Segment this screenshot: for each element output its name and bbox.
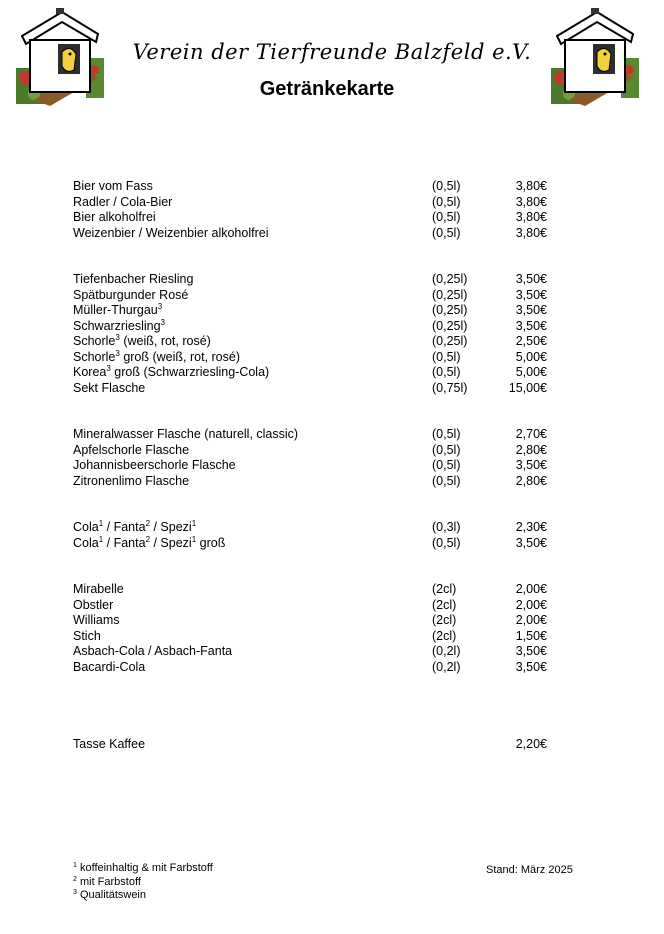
item-name: Cola$^1$ / Fanta$^2$ / Spezi$^1$ groß bbox=[73, 534, 226, 550]
footnote-marker: 3 bbox=[115, 348, 120, 358]
item-name: Schorle$^3$ (weiß, rot, rosé) bbox=[73, 333, 211, 348]
page-title: Getränkekarte bbox=[259, 78, 395, 100]
menu-item bbox=[73, 303, 593, 319]
item-name: Tiefenbacher Riesling bbox=[73, 272, 194, 286]
footnote-marker: 1 bbox=[191, 534, 197, 544]
menu-item bbox=[73, 458, 593, 474]
menu-group bbox=[73, 737, 593, 753]
menu-item bbox=[73, 660, 593, 676]
item-name: Schorle$^3$ groß (weiß, rot, rosé) bbox=[73, 348, 241, 364]
footnote-marker: 2 bbox=[145, 519, 151, 528]
item-size: (0,5l) bbox=[432, 427, 461, 441]
stand-date: Stand: März 2025 bbox=[486, 864, 573, 876]
item-name: Cola$^1$ / Fanta$^2$ / Spezi$^1$ bbox=[73, 519, 197, 534]
item-price: 5,00€ bbox=[515, 349, 547, 364]
footnote-line bbox=[73, 876, 213, 890]
menu-item bbox=[73, 179, 593, 195]
item-price: 3,50€ bbox=[515, 659, 547, 674]
item-name: Korea$^3$ groß (Schwarzriesling-Cola) bbox=[73, 364, 270, 379]
item-name: Mineralwasser Flasche (naturell, classic) bbox=[73, 427, 299, 441]
item-size: (0,5l) bbox=[432, 194, 461, 209]
item-name: Müller-Thurgau$^3$ bbox=[73, 302, 163, 317]
item-name: Zitronenlimo Flasche bbox=[73, 473, 190, 488]
item-size: (0,5l) bbox=[432, 535, 461, 550]
item-size: (0,5l) bbox=[432, 458, 461, 472]
item-size: (0,25l) bbox=[432, 334, 468, 348]
item-name: Johannisbeerschorle Flasche bbox=[73, 458, 236, 472]
item-name: Williams bbox=[73, 613, 120, 627]
footnote-marker: 1 bbox=[98, 519, 104, 528]
footnote-marker: 3 bbox=[157, 302, 163, 311]
item-size: (0,5l) bbox=[432, 349, 461, 364]
drinks-menu bbox=[73, 179, 593, 784]
item-price: 3,50€ bbox=[515, 318, 547, 333]
footnote-text: Qualitätswein bbox=[76, 889, 146, 901]
menu-item bbox=[73, 334, 593, 350]
item-size: (2cl) bbox=[432, 597, 457, 612]
item-size: (0,25l) bbox=[432, 318, 468, 333]
menu-item bbox=[73, 474, 593, 490]
menu-group bbox=[73, 520, 593, 551]
item-name: Spätburgunder Rosé bbox=[73, 287, 189, 302]
item-name: Mirabelle bbox=[73, 582, 124, 596]
menu-item bbox=[73, 319, 593, 335]
item-name: Schwarzriesling$^3$ bbox=[73, 317, 165, 333]
item-size: (0,3l) bbox=[432, 520, 461, 534]
item-name: Stich bbox=[73, 628, 101, 643]
menu-item bbox=[73, 443, 593, 459]
footnote-marker: 3 bbox=[73, 889, 77, 896]
footnote-text: mit Farbstoff bbox=[76, 875, 141, 888]
item-price: 2,00€ bbox=[515, 597, 547, 612]
item-size: (0,25l) bbox=[432, 272, 468, 286]
menu-item bbox=[73, 520, 593, 536]
footnote-marker: 2 bbox=[145, 534, 151, 544]
menu-item bbox=[73, 350, 593, 366]
footnote-marker: 3 bbox=[115, 333, 120, 342]
footnote-marker: 3 bbox=[106, 364, 111, 373]
item-name: Apfelschorle Flasche bbox=[73, 442, 190, 457]
item-price: 2,70€ bbox=[515, 427, 547, 441]
item-size: (2cl) bbox=[432, 613, 457, 627]
item-size: (0,25l) bbox=[432, 303, 468, 317]
item-price: 2,00€ bbox=[515, 582, 547, 596]
item-price: 3,80€ bbox=[515, 179, 547, 193]
item-price: 3,50€ bbox=[515, 535, 547, 550]
menu-group bbox=[73, 582, 593, 675]
item-size: (0,5l) bbox=[432, 473, 461, 488]
club-name: Verein der Tierfreunde Balzfeld e.V. bbox=[132, 40, 532, 64]
menu-item bbox=[73, 427, 593, 443]
item-name: Radler / Cola-Bier bbox=[73, 194, 173, 209]
item-price: 2,80€ bbox=[515, 442, 547, 457]
item-price: 2,50€ bbox=[515, 334, 547, 348]
item-size: (0,75l) bbox=[432, 380, 468, 395]
menu-item bbox=[73, 613, 593, 629]
menu-item bbox=[73, 737, 593, 753]
footnote-marker: 3 bbox=[160, 317, 165, 327]
item-name: Asbach-Cola / Asbach-Fanta bbox=[73, 644, 233, 658]
footnote-marker: 1 bbox=[191, 519, 197, 528]
item-size: (0,2l) bbox=[432, 644, 461, 658]
item-price: 2,20€ bbox=[515, 737, 547, 751]
item-name: Sekt Flasche bbox=[73, 380, 146, 395]
item-name: Obstler bbox=[73, 597, 114, 612]
item-size: (0,5l) bbox=[432, 179, 461, 193]
item-size: (0,2l) bbox=[432, 659, 461, 674]
menu-item bbox=[73, 365, 593, 381]
menu-item bbox=[73, 598, 593, 614]
menu-item bbox=[73, 210, 593, 226]
menu-group bbox=[73, 272, 593, 396]
menu-item bbox=[73, 226, 593, 242]
item-price: 2,80€ bbox=[515, 473, 547, 488]
item-size: (2cl) bbox=[432, 628, 457, 643]
item-name: Bier alkoholfrei bbox=[73, 210, 156, 224]
menu-group bbox=[73, 427, 593, 489]
item-price: 3,50€ bbox=[515, 272, 547, 286]
item-price: 5,00€ bbox=[515, 365, 547, 379]
item-size: (0,5l) bbox=[432, 365, 461, 379]
item-price: 3,50€ bbox=[515, 458, 547, 472]
item-price: 3,80€ bbox=[515, 225, 547, 240]
item-name: Weizenbier / Weizenbier alkoholfrei bbox=[73, 225, 269, 240]
menu-item bbox=[73, 536, 593, 552]
menu-item bbox=[73, 629, 593, 645]
item-price: 2,00€ bbox=[515, 613, 547, 627]
item-size: (2cl) bbox=[432, 582, 457, 596]
footnote-line bbox=[73, 889, 213, 903]
item-price: 2,30€ bbox=[515, 520, 547, 534]
menu-group bbox=[73, 179, 593, 241]
item-price: 3,50€ bbox=[515, 644, 547, 658]
item-name: Bacardi-Cola bbox=[73, 659, 146, 674]
item-name: Tasse Kaffee bbox=[73, 737, 146, 751]
menu-item bbox=[73, 195, 593, 211]
menu-item bbox=[73, 288, 593, 304]
footnote-marker: 2 bbox=[73, 875, 77, 883]
item-price: 3,50€ bbox=[515, 303, 547, 317]
menu-item bbox=[73, 381, 593, 397]
footnote-marker: 1 bbox=[73, 862, 77, 869]
item-size: (0,5l) bbox=[432, 442, 461, 457]
item-price: 3,80€ bbox=[515, 194, 547, 209]
item-size: (0,5l) bbox=[432, 225, 461, 240]
menu-item bbox=[73, 582, 593, 598]
item-size: (0,5l) bbox=[432, 210, 461, 224]
item-price: 1,50€ bbox=[515, 628, 547, 643]
footnotes bbox=[73, 862, 213, 903]
item-price: 15,00€ bbox=[508, 380, 547, 395]
item-price: 3,50€ bbox=[515, 287, 547, 302]
footnote-text: koffeinhaltig & mit Farbstoff bbox=[76, 862, 213, 874]
menu-item bbox=[73, 644, 593, 660]
item-price: 3,80€ bbox=[515, 210, 547, 224]
item-name: Bier vom Fass bbox=[73, 179, 153, 193]
footnote-line bbox=[73, 862, 213, 876]
footnote-marker: 1 bbox=[98, 534, 104, 544]
item-size: (0,25l) bbox=[432, 287, 468, 302]
menu-item bbox=[73, 272, 593, 288]
